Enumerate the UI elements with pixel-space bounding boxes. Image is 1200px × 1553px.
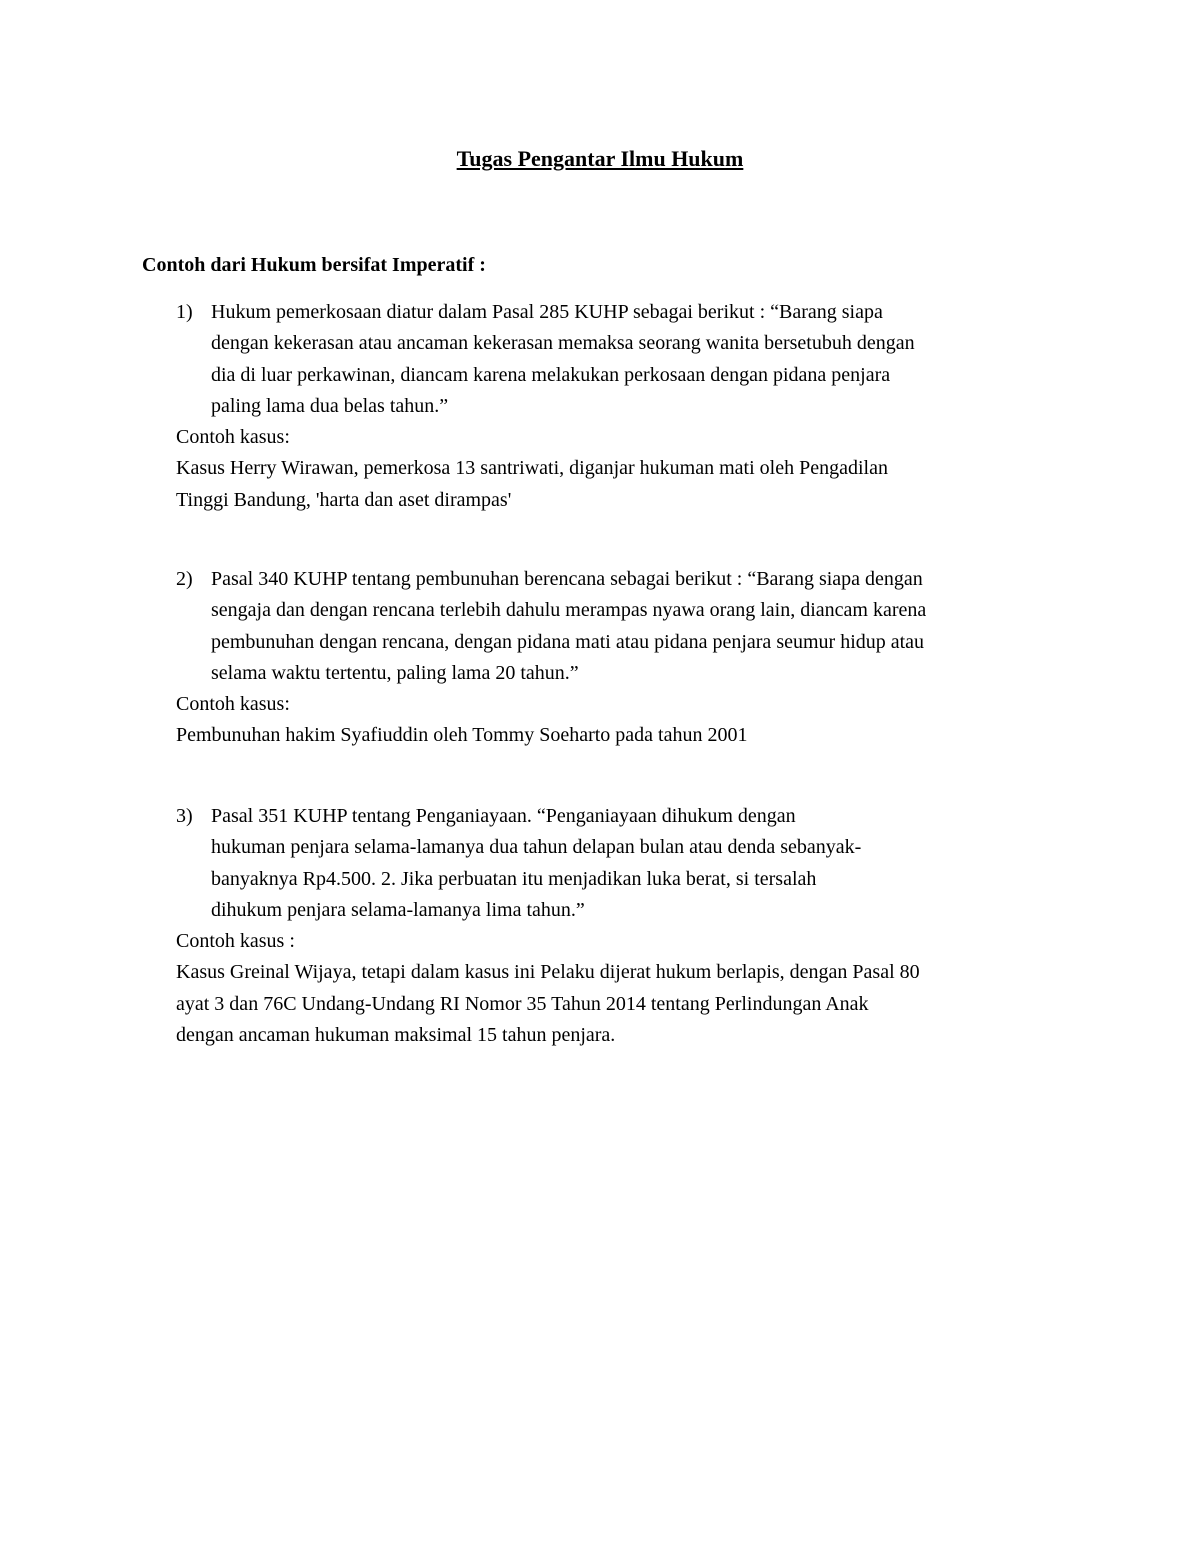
case-text-line: ayat 3 dan 76C Undang-Undang RI Nomor 35 Tahun 2014 tentang Perlindungan Anak [176,992,869,1015]
case-label: Contoh kasus: [176,693,290,716]
item-text-line: hukuman penjara selama-lamanya dua tahun delapan bulan atau denda sebanyak- [211,836,862,859]
item-text-line: pembunuhan dengan rencana, dengan pidana mati atau pidana penjara seumur hidup atau [211,630,925,653]
case-text-line: Pembunuhan hakim Syafiuddin oleh Tommy Soeharto pada tahun 2001 [176,724,748,747]
item-text-line: dia di luar perkawinan, diancam karena melakukan perkosaan dengan pidana penjara [211,363,891,386]
case-text-line: Kasus Greinal Wijaya, tetapi dalam kasus ini Pelaku dijerat hukum berlapis, dengan Pasal 80 [176,961,920,984]
item-text-line: banyaknya Rp4.500. 2. Jika perbuatan itu menjadikan luka berat, si tersalah [211,867,817,890]
document-title: Tugas Pengantar Ilmu Hukum [456,146,744,171]
case-text-line: dengan ancaman hukuman maksimal 15 tahun penjara. [176,1024,616,1047]
item-text-line: Hukum pemerkosaan diatur dalam Pasal 285 KUHP sebagai berikut : “Barang siapa [211,301,883,323]
item-text-line: sengaja dan dengan rencana terlebih dahulu merampas nyawa orang lain, diancam karena [211,599,927,622]
case-text-line: Kasus Herry Wirawan, pemerkosa 13 santriwati, diganjar hukuman mati oleh Pengadilan [176,457,888,480]
list-item [176,801,1076,1051]
item-text-line: Pasal 351 KUHP tentang Penganiayaan. “Penganiayaan dihukum dengan [211,805,796,827]
item-text-line: dengan kekerasan atau ancaman kekerasan memaksa seorang wanita bersetubuh dengan [211,332,915,355]
item-text-line: paling lama dua belas tahun.” [211,394,449,417]
case-label: Contoh kasus : [176,930,295,953]
case-label: Contoh kasus: [176,426,290,449]
item-number: 2) [176,568,193,590]
list-item [176,297,1076,516]
item-text [211,801,1071,926]
section-heading: Contoh dari Hukum bersifat Imperatif : [142,254,486,276]
item-text-line: Pasal 340 KUHP tentang pembunuhan berencana sebagai berikut : “Barang siapa dengan [211,568,923,590]
item-number: 1) [176,301,193,323]
item-text-line: selama waktu tertentu, paling lama 20 tahun.” [211,661,579,684]
item-text-line: dihukum penjara selama-lamanya lima tahun.” [211,898,585,921]
case-text-line: Tinggi Bandung, 'harta dan aset dirampas' [176,488,512,511]
list-item [176,564,1076,752]
item-text [211,564,1071,689]
item-number: 3) [176,805,193,827]
item-text [211,297,1071,422]
